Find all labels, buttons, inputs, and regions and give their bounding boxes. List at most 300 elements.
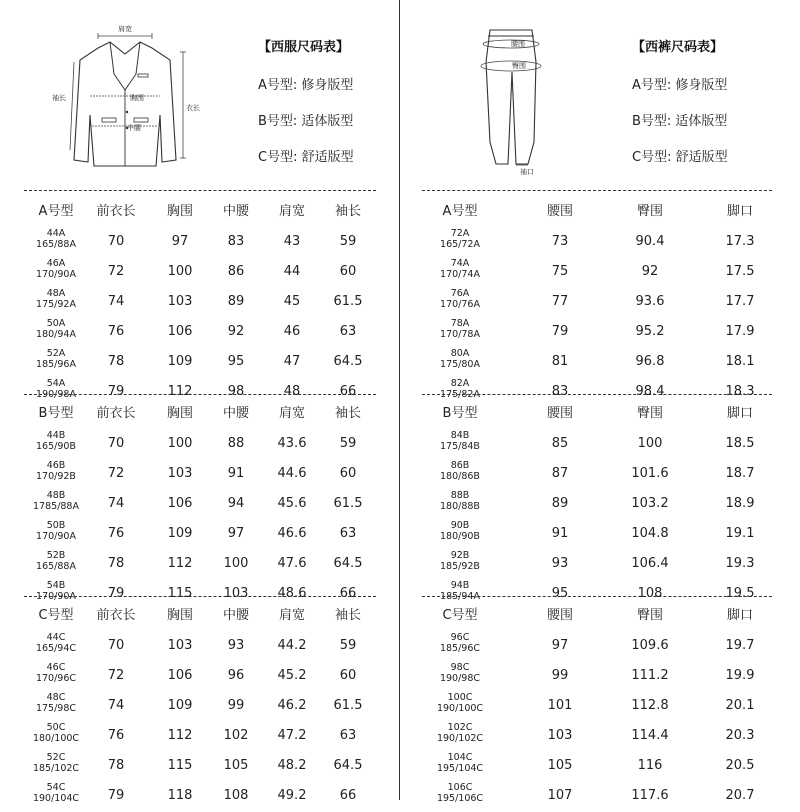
table-cell: 77 xyxy=(551,294,569,309)
column-header: 肩宽 xyxy=(278,608,305,623)
table-cell: 17.7 xyxy=(725,294,755,309)
size-code xyxy=(420,550,500,572)
size-code xyxy=(420,430,500,452)
size-spec: 170/76A xyxy=(440,299,480,310)
table-cell: 98.4 xyxy=(635,384,665,399)
table-cell: 79 xyxy=(107,586,125,601)
table-cell: 78 xyxy=(107,758,125,773)
table-row xyxy=(0,660,400,692)
table-cell: 112 xyxy=(167,384,193,399)
size-code xyxy=(420,228,500,250)
pants-fit-line-a: A号型: 修身版型 xyxy=(632,78,728,93)
column-header: 胸围 xyxy=(166,204,193,219)
table-cell: 63 xyxy=(339,324,357,339)
divider xyxy=(24,190,376,191)
size-number: 54B xyxy=(46,580,66,591)
size-number: 100C xyxy=(447,692,473,703)
table-cell: 112 xyxy=(167,728,193,743)
table-cell: 66 xyxy=(339,788,357,803)
table-cell: 106 xyxy=(167,668,193,683)
table-cell: 93.6 xyxy=(635,294,665,309)
table-cell: 72 xyxy=(107,668,125,683)
table-cell: 111.2 xyxy=(631,668,669,683)
table-cell: 19.1 xyxy=(725,526,755,541)
size-spec: 175/82A xyxy=(440,389,480,400)
table-row xyxy=(400,750,800,782)
size-number: 98C xyxy=(450,662,470,673)
column-header: 脚口 xyxy=(726,608,753,623)
table-cell: 81 xyxy=(551,354,569,369)
table-row xyxy=(400,690,800,722)
table-cell: 18.7 xyxy=(725,466,755,481)
header-row xyxy=(0,404,400,426)
size-code xyxy=(420,288,500,310)
size-spec: 195/106C xyxy=(436,793,484,804)
size-number: 94B xyxy=(450,580,470,591)
size-code xyxy=(420,662,500,684)
table-cell: 92 xyxy=(227,324,245,339)
divider xyxy=(24,394,376,395)
group-name: C号型 xyxy=(442,608,478,623)
size-code xyxy=(420,348,500,370)
table-cell: 101.6 xyxy=(631,466,669,481)
table-cell: 19.5 xyxy=(725,586,755,601)
table-row xyxy=(400,488,800,520)
table-row xyxy=(0,316,400,348)
size-spec: 175/80A xyxy=(440,359,480,370)
shoulder-label: 肩宽 xyxy=(118,25,132,33)
table-row xyxy=(0,428,400,460)
column-header: 腰围 xyxy=(546,406,573,421)
table-cell: 75 xyxy=(551,264,569,279)
table-cell: 61.5 xyxy=(333,294,363,309)
waist-label: 中腰 xyxy=(127,124,141,132)
table-row xyxy=(400,660,800,692)
size-spec: 185/102C xyxy=(32,763,80,774)
size-number: 44C xyxy=(46,632,66,643)
table-cell: 61.5 xyxy=(333,698,363,713)
table-cell: 103 xyxy=(167,638,193,653)
group-name: A号型 xyxy=(38,204,74,219)
table-row xyxy=(400,518,800,550)
table-cell: 20.3 xyxy=(725,728,755,743)
table-cell: 78 xyxy=(107,556,125,571)
column-header: 臀围 xyxy=(636,608,663,623)
size-spec: 190/100C xyxy=(436,703,484,714)
table-cell: 60 xyxy=(339,668,357,683)
size-number: 80A xyxy=(450,348,470,359)
table-cell: 18.1 xyxy=(725,354,755,369)
table-cell: 72 xyxy=(107,466,125,481)
table-cell: 107 xyxy=(547,788,573,803)
table-cell: 60 xyxy=(339,466,357,481)
size-spec: 185/92B xyxy=(440,561,480,572)
size-number: 48A xyxy=(46,288,66,299)
size-spec: 170/74A xyxy=(440,269,480,280)
table-cell: 20.5 xyxy=(725,758,755,773)
table-cell: 74 xyxy=(107,294,125,309)
table-cell: 66 xyxy=(339,586,357,601)
hip-label: 臀围 xyxy=(512,62,526,70)
table-cell: 76 xyxy=(107,526,125,541)
size-spec: 190/102C xyxy=(436,733,484,744)
table-cell: 99 xyxy=(551,668,569,683)
size-code xyxy=(420,520,500,542)
table-cell: 76 xyxy=(107,324,125,339)
table-cell: 115 xyxy=(167,586,193,601)
pants-waist-label: 腰围 xyxy=(511,40,525,48)
table-cell: 109.6 xyxy=(631,638,669,653)
size-spec: 170/78A xyxy=(440,329,480,340)
table-cell: 89 xyxy=(551,496,569,511)
table-row xyxy=(0,518,400,550)
table-cell: 117.6 xyxy=(631,788,669,803)
size-code xyxy=(420,722,500,744)
size-number: 90B xyxy=(450,520,470,531)
table-cell: 70 xyxy=(107,638,125,653)
table-cell: 95 xyxy=(551,586,569,601)
table-cell: 47 xyxy=(283,354,301,369)
table-cell: 99 xyxy=(227,698,245,713)
table-row xyxy=(0,488,400,520)
size-spec: 190/98C xyxy=(439,673,481,684)
size-spec: 165/88A xyxy=(36,239,76,250)
table-cell: 102 xyxy=(223,728,249,743)
table-cell: 100 xyxy=(637,436,663,451)
table-cell: 46.2 xyxy=(277,698,307,713)
table-cell: 19.3 xyxy=(725,556,755,571)
table-cell: 79 xyxy=(107,788,125,803)
table-cell: 70 xyxy=(107,234,125,249)
size-spec: 180/94A xyxy=(36,329,76,340)
column-header: 袖长 xyxy=(334,204,361,219)
table-row xyxy=(400,458,800,490)
size-spec: 170/90A xyxy=(36,531,76,542)
size-spec: 185/96A xyxy=(36,359,76,370)
table-cell: 79 xyxy=(107,384,125,399)
pants-panel xyxy=(400,0,800,804)
size-spec: 190/104C xyxy=(32,793,80,804)
table-cell: 114.4 xyxy=(631,728,669,743)
table-cell: 95 xyxy=(227,354,245,369)
table-cell: 74 xyxy=(107,698,125,713)
size-spec: 165/72A xyxy=(440,239,480,250)
divider xyxy=(422,596,772,597)
table-cell: 46.6 xyxy=(277,526,307,541)
table-cell: 83 xyxy=(551,384,569,399)
column-header: 中腰 xyxy=(222,406,249,421)
pants-fit-line-c: C号型: 舒适版型 xyxy=(632,150,728,165)
size-number: 106C xyxy=(447,782,473,793)
table-cell: 105 xyxy=(223,758,249,773)
size-code xyxy=(420,632,500,654)
table-cell: 86 xyxy=(227,264,245,279)
size-code xyxy=(420,460,500,482)
table-cell: 98 xyxy=(227,384,245,399)
size-spec: 180/90B xyxy=(440,531,480,542)
table-cell: 93 xyxy=(551,556,569,571)
table-cell: 64.5 xyxy=(333,354,363,369)
table-cell: 19.9 xyxy=(725,668,755,683)
table-cell: 70 xyxy=(107,436,125,451)
table-cell: 91 xyxy=(551,526,569,541)
table-row xyxy=(0,548,400,580)
table-cell: 44.2 xyxy=(277,638,307,653)
table-cell: 96 xyxy=(227,668,245,683)
table-cell: 105 xyxy=(547,758,573,773)
table-cell: 72 xyxy=(107,264,125,279)
table-cell: 87 xyxy=(551,466,569,481)
size-spec: 185/96C xyxy=(439,643,481,654)
table-cell: 76 xyxy=(107,728,125,743)
table-row xyxy=(400,630,800,662)
table-row xyxy=(0,750,400,782)
table-cell: 108 xyxy=(637,586,663,601)
column-header: 臀围 xyxy=(636,406,663,421)
size-code xyxy=(420,692,500,714)
table-cell: 45.6 xyxy=(277,496,307,511)
column-header: 前衣长 xyxy=(96,204,136,219)
size-number: 46C xyxy=(46,662,66,673)
divider xyxy=(24,596,376,597)
size-number: 104C xyxy=(447,752,473,763)
table-cell: 43 xyxy=(283,234,301,249)
size-spec: 180/86B xyxy=(440,471,480,482)
table-cell: 103 xyxy=(167,294,193,309)
table-cell: 64.5 xyxy=(333,758,363,773)
size-spec: 165/94C xyxy=(35,643,77,654)
table-cell: 109 xyxy=(167,354,193,369)
column-header: 肩宽 xyxy=(278,406,305,421)
pants-fit-line-b: B号型: 适体版型 xyxy=(632,114,728,129)
size-spec: 190/98A xyxy=(36,389,76,400)
table-cell: 18.9 xyxy=(725,496,755,511)
table-cell: 48.6 xyxy=(277,586,307,601)
table-cell: 100 xyxy=(223,556,249,571)
size-number: 48B xyxy=(46,490,66,501)
size-number: 52A xyxy=(46,348,66,359)
pants-illustration xyxy=(470,22,560,178)
jacket-illustration xyxy=(50,20,200,180)
table-cell: 66 xyxy=(339,384,357,399)
size-code xyxy=(420,378,500,400)
table-cell: 103 xyxy=(167,466,193,481)
table-cell: 18.3 xyxy=(725,384,755,399)
size-number: 54A xyxy=(46,378,66,389)
size-number: 54C xyxy=(46,782,66,793)
column-header: 前衣长 xyxy=(96,406,136,421)
size-number: 52C xyxy=(46,752,66,763)
table-cell: 73 xyxy=(551,234,569,249)
table-cell: 106.4 xyxy=(631,556,669,571)
size-spec: 170/90A xyxy=(36,591,76,602)
column-header: 腰围 xyxy=(546,608,573,623)
table-cell: 49.2 xyxy=(277,788,307,803)
column-header: 肩宽 xyxy=(278,204,305,219)
table-row xyxy=(0,630,400,662)
table-row xyxy=(0,690,400,722)
table-cell: 118 xyxy=(167,788,193,803)
sleeve-label: 袖长 xyxy=(52,94,66,102)
size-number: 52B xyxy=(46,550,66,561)
size-code xyxy=(420,752,500,774)
column-header: 脚口 xyxy=(726,204,753,219)
divider xyxy=(422,190,772,191)
table-cell: 103 xyxy=(223,586,249,601)
column-header: 胸围 xyxy=(166,406,193,421)
size-number: 50B xyxy=(46,520,66,531)
pants-info xyxy=(632,36,772,182)
size-spec: 170/90A xyxy=(36,269,76,280)
size-number: 76A xyxy=(450,288,470,299)
fit-line-a: A号型: 修身版型 xyxy=(258,78,354,93)
size-spec: 175/92A xyxy=(36,299,76,310)
table-row xyxy=(400,316,800,348)
table-cell: 106 xyxy=(167,496,193,511)
jacket-title: 【西服尺码表】 xyxy=(258,40,350,55)
column-header: 臀围 xyxy=(636,204,663,219)
table-cell: 97 xyxy=(171,234,189,249)
size-number: 46B xyxy=(46,460,66,471)
hem-label: 袖口 xyxy=(520,168,534,176)
size-number: 84B xyxy=(450,430,470,441)
size-code xyxy=(420,580,500,602)
size-number: 102C xyxy=(447,722,473,733)
size-spec: 195/104C xyxy=(436,763,484,774)
group-name: B号型 xyxy=(442,406,478,421)
chest-label: 胸围 xyxy=(130,94,144,102)
table-cell: 103.2 xyxy=(631,496,669,511)
table-cell: 20.7 xyxy=(725,788,755,803)
table-row xyxy=(400,256,800,288)
table-cell: 43.6 xyxy=(277,436,307,451)
column-header: 脚口 xyxy=(726,406,753,421)
table-cell: 78 xyxy=(107,354,125,369)
table-cell: 90.4 xyxy=(635,234,665,249)
table-cell: 100 xyxy=(167,264,193,279)
table-row xyxy=(0,780,400,812)
table-cell: 45.2 xyxy=(277,668,307,683)
table-cell: 93 xyxy=(227,638,245,653)
header-row xyxy=(0,202,400,224)
table-cell: 88 xyxy=(227,436,245,451)
table-row xyxy=(0,256,400,288)
table-cell: 59 xyxy=(339,234,357,249)
size-spec: 165/88A xyxy=(36,561,76,572)
size-spec: 180/88B xyxy=(440,501,480,512)
size-number: 46A xyxy=(46,258,66,269)
group-name: B号型 xyxy=(38,406,74,421)
table-cell: 91 xyxy=(227,466,245,481)
size-number: 82A xyxy=(450,378,470,389)
header-row xyxy=(0,606,400,628)
table-cell: 89 xyxy=(227,294,245,309)
header-row xyxy=(400,606,800,628)
table-cell: 97 xyxy=(551,638,569,653)
table-row xyxy=(0,346,400,378)
table-row xyxy=(0,720,400,752)
table-cell: 48.2 xyxy=(277,758,307,773)
table-cell: 116 xyxy=(637,758,663,773)
table-cell: 100 xyxy=(167,436,193,451)
header-row xyxy=(400,404,800,426)
table-cell: 95.2 xyxy=(635,324,665,339)
table-cell: 46 xyxy=(283,324,301,339)
table-cell: 44 xyxy=(283,264,301,279)
table-cell: 59 xyxy=(339,638,357,653)
table-cell: 61.5 xyxy=(333,496,363,511)
table-cell: 79 xyxy=(551,324,569,339)
table-cell: 106 xyxy=(167,324,193,339)
table-row xyxy=(0,226,400,258)
size-number: 50A xyxy=(46,318,66,329)
table-cell: 17.9 xyxy=(725,324,755,339)
table-cell: 17.5 xyxy=(725,264,755,279)
table-cell: 64.5 xyxy=(333,556,363,571)
table-row xyxy=(400,286,800,318)
table-cell: 101 xyxy=(547,698,573,713)
table-row xyxy=(400,346,800,378)
jacket-info xyxy=(258,36,398,182)
column-header: 腰围 xyxy=(546,204,573,219)
column-header: 胸围 xyxy=(166,608,193,623)
size-spec: 180/100C xyxy=(32,733,80,744)
table-cell: 20.1 xyxy=(725,698,755,713)
size-spec: 175/98C xyxy=(35,703,77,714)
size-spec: 165/90B xyxy=(36,441,76,452)
pants-title: 【西裤尺码表】 xyxy=(632,40,724,55)
table-cell: 97 xyxy=(227,526,245,541)
fit-line-c: C号型: 舒适版型 xyxy=(258,150,354,165)
table-cell: 104.8 xyxy=(631,526,669,541)
size-number: 50C xyxy=(46,722,66,733)
column-header: 中腰 xyxy=(222,608,249,623)
table-cell: 109 xyxy=(167,526,193,541)
fit-line-b: B号型: 适体版型 xyxy=(258,114,354,129)
pants-header xyxy=(400,0,800,186)
size-code xyxy=(420,318,500,340)
column-header: 前衣长 xyxy=(96,608,136,623)
table-cell: 94 xyxy=(227,496,245,511)
size-number: 72A xyxy=(450,228,470,239)
table-cell: 18.5 xyxy=(725,436,755,451)
table-row xyxy=(400,428,800,460)
size-code xyxy=(420,782,500,804)
group-name: C号型 xyxy=(38,608,74,623)
table-cell: 92 xyxy=(641,264,659,279)
size-number: 74A xyxy=(450,258,470,269)
table-row xyxy=(0,458,400,490)
table-cell: 103 xyxy=(547,728,573,743)
table-cell: 85 xyxy=(551,436,569,451)
table-cell: 83 xyxy=(227,234,245,249)
size-number: 44B xyxy=(46,430,66,441)
size-spec: 1785/88A xyxy=(33,501,79,512)
header-row xyxy=(400,202,800,224)
table-row xyxy=(400,780,800,812)
size-number: 88B xyxy=(450,490,470,501)
table-cell: 47.6 xyxy=(277,556,307,571)
column-header: 袖长 xyxy=(334,406,361,421)
size-code xyxy=(420,490,500,512)
jacket-panel xyxy=(0,0,400,804)
length-label: 衣长 xyxy=(186,104,200,112)
table-cell: 48 xyxy=(283,384,301,399)
table-cell: 63 xyxy=(339,728,357,743)
size-number: 44A xyxy=(46,228,66,239)
table-cell: 109 xyxy=(167,698,193,713)
table-cell: 47.2 xyxy=(277,728,307,743)
